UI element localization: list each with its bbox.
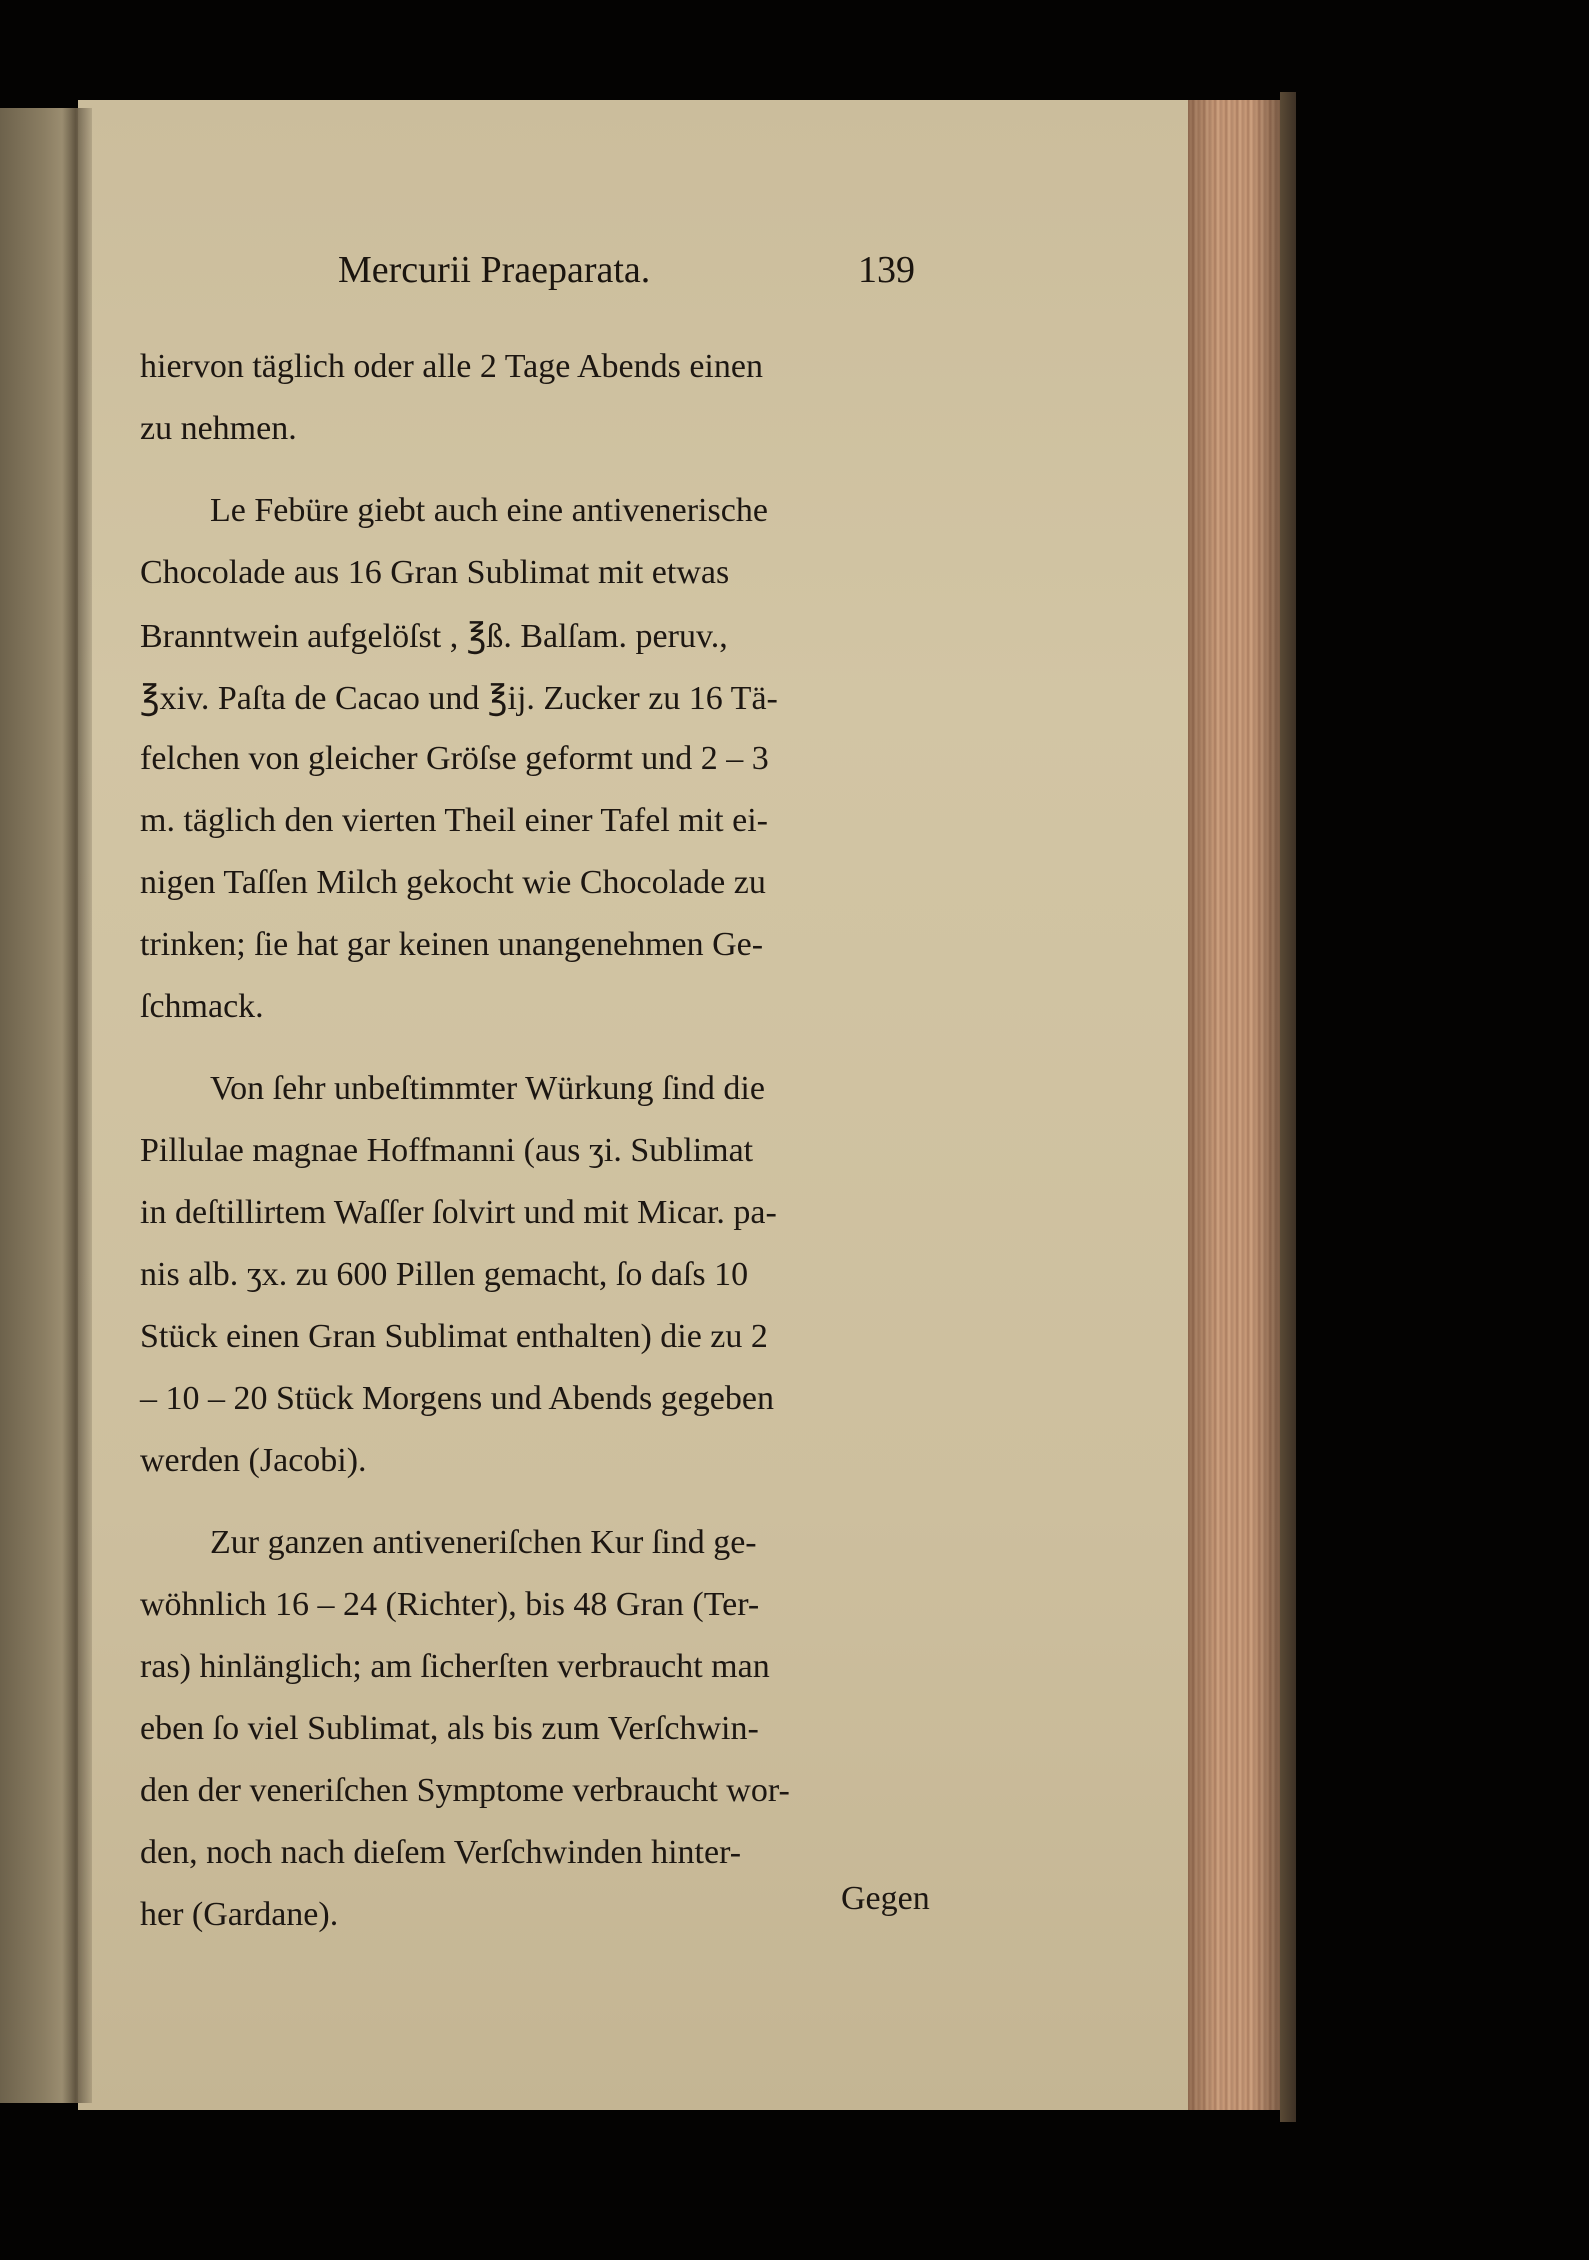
page-number: 139 [858,249,915,291]
text-line: m. täglich den vierten Theil einer Tafel mit ei- [140,802,768,839]
text-line: Pillulae magnae Hoffmanni (aus ʒi. Sublimat [140,1132,754,1169]
text-line: in deſtillirtem Waſſer ſolvirt und mit Micar. pa- [140,1194,777,1231]
text-line: Le Febüre giebt auch eine antivenerische [210,492,768,529]
text-line: Stück einen Gran Sublimat enthalten) die zu 2 [140,1318,768,1355]
text-line: werden (Jacobi). [140,1442,367,1479]
text-line: Zur ganzen antiveneriſchen Kur ſind ge- [210,1524,757,1561]
text-line: den der veneriſchen Symptome verbraucht wor- [140,1772,790,1809]
text-line: nis alb. ʒx. zu 600 Pillen gemacht, ſo daſs 10 [140,1256,749,1293]
text-line: hiervon täglich oder alle 2 Tage Abends einen [140,348,763,385]
text-line: felchen von gleicher Gröſse geformt und 2 – 3 [140,740,769,777]
catchword: Gegen [841,1880,930,1917]
text-line: ſchmack. [140,988,264,1025]
book-cover-edge [1280,92,1296,2122]
text-line: eben ſo viel Sublimat, als bis zum Verſchwin- [140,1710,759,1747]
text-line: Branntwein aufgelöſst , ℥ß. Balſam. peruv., [140,618,728,655]
text-line: zu nehmen. [140,410,297,447]
text-line: wöhnlich 16 – 24 (Richter), bis 48 Gran (Ter- [140,1586,760,1623]
text-line: Chocolade aus 16 Gran Sublimat mit etwas [140,554,730,591]
page-edges-shade [1188,100,1280,2110]
text-line: ℥xiv. Paſta de Cacao und ℥ij. Zucker zu 16 Tä- [140,680,778,717]
text-line: – 10 – 20 Stück Morgens und Abends gegeben [140,1380,774,1417]
text-line: Von ſehr unbeſtimmter Würkung ſind die [210,1070,765,1107]
running-head: Mercurii Praeparata. [338,249,651,291]
text-line: nigen Taſſen Milch gekocht wie Chocolade zu [140,864,766,901]
text-line: den, noch nach dieſem Verſchwinden hinter- [140,1834,742,1871]
text-line: trinken; ſie hat gar keinen unangenehmen Ge- [140,926,764,963]
text-line: her (Gardane). [140,1896,339,1933]
text-line: ras) hinlänglich; am ſicherſten verbraucht man [140,1648,770,1685]
gutter-shadow [62,108,92,2103]
